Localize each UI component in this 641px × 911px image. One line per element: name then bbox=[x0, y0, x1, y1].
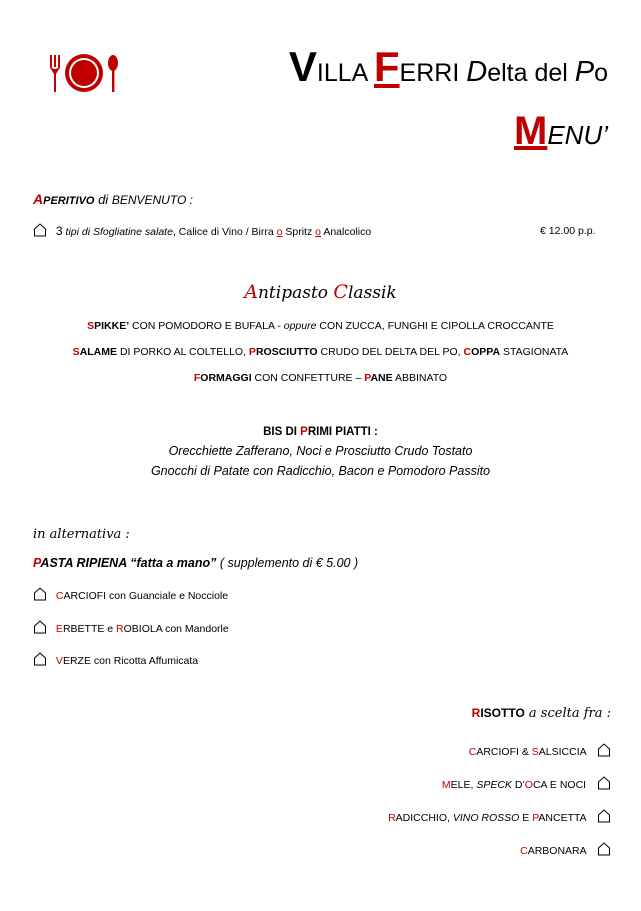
title-erri: ERRI bbox=[399, 59, 467, 87]
risotto-initial-2: P bbox=[532, 812, 539, 824]
line1-initial: S bbox=[87, 320, 95, 332]
antipasto-classik-word: lassik bbox=[347, 283, 397, 303]
primi-bis: BIS DI bbox=[263, 426, 301, 438]
title-delta: elta del bbox=[487, 59, 575, 87]
option-description: con Mandorle bbox=[162, 623, 229, 635]
antipasto-initial-c: C bbox=[333, 281, 348, 303]
option-and: e bbox=[104, 623, 117, 635]
primi-heading bbox=[0, 426, 641, 438]
aperitivo-analcolico: Analcolico bbox=[321, 226, 372, 238]
aperitivo-word: PERITIVO bbox=[43, 195, 95, 207]
risotto-initial: C bbox=[468, 746, 477, 758]
line1-spikke: PIKKE’ bbox=[94, 320, 130, 332]
risotto-initial: R bbox=[388, 812, 396, 824]
aperitivo-price: € 12.00 p.p. bbox=[540, 225, 596, 237]
title-initial-p: P bbox=[574, 56, 595, 88]
line1-oppure: oppure bbox=[283, 320, 317, 332]
option-name: ERZE bbox=[62, 655, 91, 667]
risotto-option bbox=[520, 842, 611, 857]
line3-initial-p: P bbox=[364, 372, 371, 384]
risotto-a-scelta: a scelta fra : bbox=[524, 706, 611, 721]
line3-pane: ANE bbox=[370, 372, 393, 384]
house-outline-icon bbox=[597, 776, 611, 790]
line2-coppa: OPPA bbox=[471, 346, 501, 358]
primi-initial: P bbox=[300, 426, 308, 438]
line2-text-a: DI PORKO AL COLTELLO, bbox=[117, 346, 249, 358]
title-po: o bbox=[594, 59, 608, 87]
risotto-heading bbox=[472, 706, 611, 721]
risotto-name-2: ANCETTA bbox=[538, 812, 587, 824]
line3-text: CON CONFETTURE – bbox=[251, 372, 365, 384]
aperitivo-item-count: 3 bbox=[55, 224, 63, 238]
aperitivo-benvenuto: BENVENUTO : bbox=[111, 193, 193, 207]
aperitivo-or-2: o bbox=[315, 226, 321, 238]
line3-initial-f: F bbox=[193, 372, 201, 384]
title-initial-v: V bbox=[288, 43, 317, 90]
pasta-initial: P bbox=[33, 556, 41, 570]
house-outline-icon bbox=[33, 223, 47, 237]
risotto-initial: C bbox=[520, 845, 528, 857]
line2-initial-p: P bbox=[248, 346, 256, 358]
line2-initial-s: S bbox=[72, 346, 80, 358]
house-outline-icon bbox=[597, 842, 611, 856]
pasta-supplemento: ( supplemento di € 5.00 ) bbox=[216, 556, 359, 570]
aperitivo-initial: A bbox=[33, 191, 44, 207]
risotto-speck: SPECK bbox=[476, 779, 512, 791]
antipasto-line-3 bbox=[0, 372, 641, 384]
risotto-vino-rosso: VINO ROSSO bbox=[452, 812, 520, 824]
aperitivo-spritz: Spritz bbox=[282, 226, 316, 238]
risotto-name: ADICCHIO, bbox=[395, 812, 453, 824]
primi-rest: RIMI PIATTI : bbox=[307, 426, 378, 438]
aperitivo-di: di bbox=[94, 192, 112, 207]
option-name: RBETTE bbox=[62, 623, 105, 635]
risotto-option bbox=[442, 776, 611, 791]
risotto-initial-2: O bbox=[524, 779, 533, 791]
antipasto-line-1 bbox=[0, 320, 641, 332]
aperitivo-item bbox=[33, 223, 371, 238]
option-name-2: OBIOLA bbox=[123, 623, 163, 635]
line2-text-b: CRUDO DEL DELTA DEL PO, bbox=[317, 346, 464, 358]
pasta-fatta-a-mano: “fatta a mano” bbox=[126, 556, 217, 570]
menu-heading bbox=[0, 108, 608, 158]
risotto-name: ELE, bbox=[450, 779, 477, 791]
pasta-option bbox=[33, 652, 198, 667]
pasta-ripiena: ASTA RIPIENA bbox=[40, 556, 127, 570]
option-initial-2: R bbox=[116, 623, 124, 635]
risotto-word: ISOTTO bbox=[480, 706, 525, 720]
menu-initial: M bbox=[514, 109, 548, 153]
line2-end: STAGIONATA bbox=[500, 346, 569, 358]
option-initial: V bbox=[55, 655, 63, 667]
risotto-name-2: ALSICCIA bbox=[538, 746, 587, 758]
option-name: ARCIOFI bbox=[63, 590, 107, 602]
house-outline-icon bbox=[597, 743, 611, 757]
aperitivo-item-drinks: , Calice di Vino / Birra bbox=[172, 226, 277, 238]
line3-end: ABBINATO bbox=[392, 372, 448, 384]
primi-dish-1: Orecchiette Zafferano, Noci e Prosciutto Crudo Tostato bbox=[168, 444, 473, 458]
line1-end: CON ZUCCA, FUNGHI E CIPOLLA CROCCANTE bbox=[316, 320, 554, 332]
risotto-initial-2: S bbox=[531, 746, 539, 758]
house-outline-icon bbox=[33, 620, 47, 634]
risotto-and: E bbox=[519, 812, 533, 824]
title-initial-d: D bbox=[466, 56, 488, 88]
aperitivo-or-1: o bbox=[276, 226, 283, 238]
risotto-name: ARBONARA bbox=[527, 845, 587, 857]
antipasto-word: ntipasto bbox=[257, 283, 334, 303]
risotto-initial: R bbox=[471, 706, 481, 720]
title-initial-f: F bbox=[373, 43, 400, 90]
antipasto-initial-a: A bbox=[244, 281, 258, 303]
pasta-option bbox=[33, 620, 229, 635]
line2-prosciutto: ROSCIUTTO bbox=[255, 346, 318, 358]
line2-salame: ALAME bbox=[79, 346, 118, 358]
aperitivo-heading bbox=[33, 191, 193, 207]
title-illa: ILLA bbox=[316, 59, 374, 87]
option-initial: E bbox=[55, 623, 63, 635]
antipasto-line-2 bbox=[0, 346, 641, 358]
antipasto-heading bbox=[0, 281, 641, 303]
pasta-option bbox=[33, 587, 228, 602]
alternativa-label: in alternativa : bbox=[33, 527, 130, 542]
risotto-option bbox=[469, 743, 611, 758]
line3-formaggi: ORMAGGI bbox=[200, 372, 252, 384]
line2-initial-c: C bbox=[463, 346, 472, 358]
house-outline-icon bbox=[33, 652, 47, 666]
pasta-ripiena-heading bbox=[33, 556, 358, 570]
primi-dish-2: Gnocchi di Patate con Radicchio, Bacon e Pomodoro Passito bbox=[150, 464, 491, 478]
option-description: con Guanciale e Nocciole bbox=[106, 590, 229, 602]
house-outline-icon bbox=[597, 809, 611, 823]
risotto-option bbox=[388, 809, 611, 824]
line1-text: CON POMODORO E BUFALA - bbox=[129, 320, 284, 332]
option-initial: C bbox=[55, 590, 64, 602]
risotto-d: D’ bbox=[511, 779, 525, 791]
restaurant-title bbox=[0, 44, 608, 96]
aperitivo-item-tipi: tipi di Sfogliatine salate bbox=[62, 226, 173, 238]
risotto-and: & bbox=[518, 746, 532, 758]
risotto-initial: M bbox=[441, 779, 451, 791]
risotto-name-2: CA E NOCI bbox=[532, 779, 587, 791]
option-description: con Ricotta Affumicata bbox=[90, 655, 199, 667]
risotto-name: ARCIOFI bbox=[476, 746, 519, 758]
house-outline-icon bbox=[33, 587, 47, 601]
menu-rest: ENU’ bbox=[547, 120, 608, 150]
